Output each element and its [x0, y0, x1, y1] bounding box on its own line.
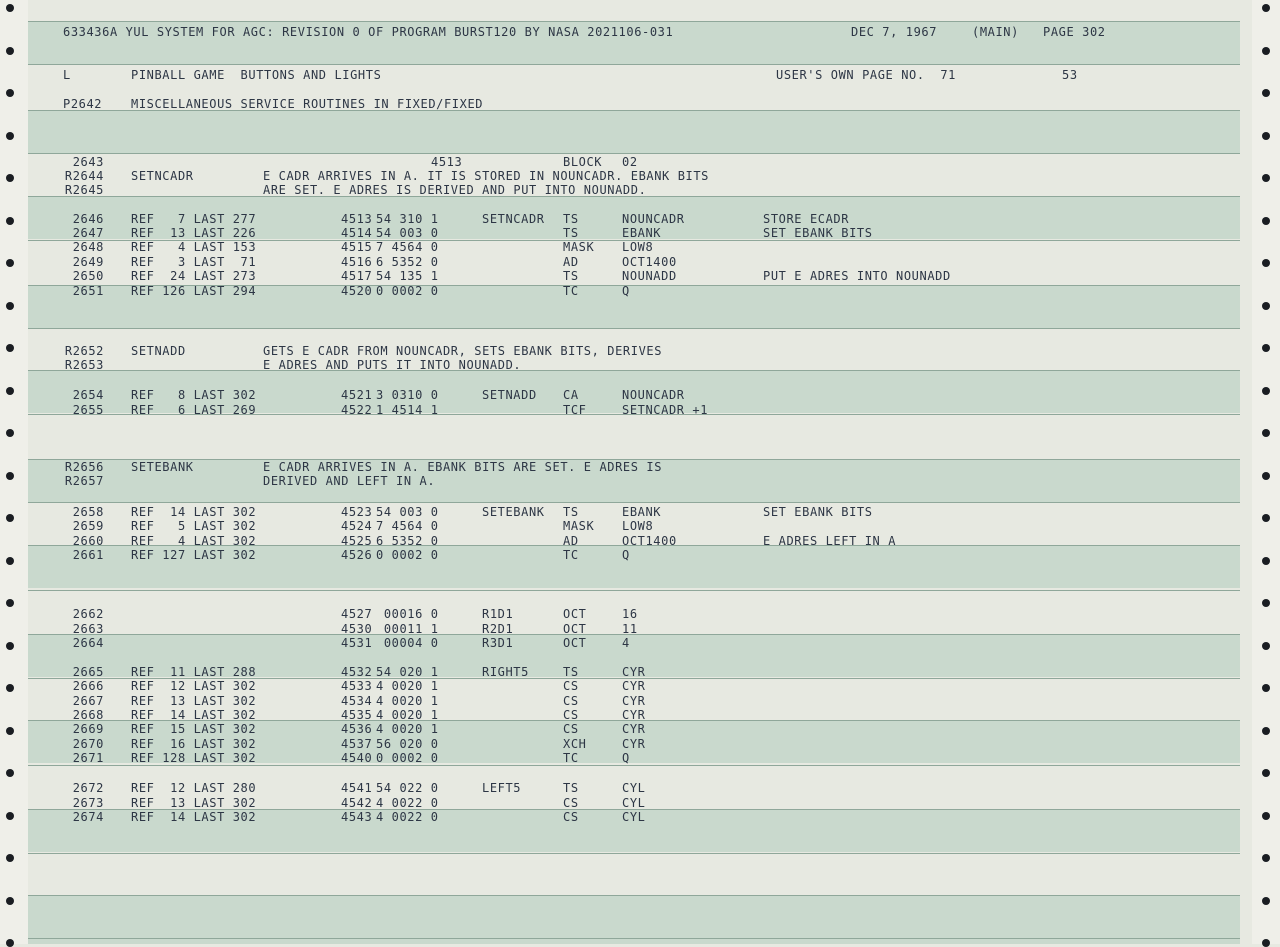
sprocket-hole — [6, 4, 14, 12]
listing-operand: LOW8 — [622, 519, 654, 533]
listing-op: TS — [563, 505, 579, 519]
greenbar-band — [28, 110, 1240, 153]
listing-addr: 4536 — [341, 722, 373, 736]
listing-label: SETNADD — [131, 344, 186, 358]
print-date: DEC 7, 1967 — [851, 25, 938, 39]
listing-ref: REF 8 LAST 302 — [131, 388, 257, 402]
sprocket-hole — [1262, 727, 1270, 735]
band-rule — [28, 370, 1240, 371]
sprocket-hole — [6, 897, 14, 905]
listing-comment: E ADRES LEFT IN A — [763, 534, 897, 548]
listing-n: 2669 — [72, 722, 104, 736]
listing-op: TS — [563, 226, 579, 240]
listing-comment: GETS E CADR FROM NOUNCADR, SETS EBANK BITS, DERIVES — [263, 344, 663, 358]
listing-op: CS — [563, 722, 579, 736]
listing-ref: REF 128 LAST 302 — [131, 751, 257, 765]
listing-word: 54 135 1 — [376, 269, 439, 283]
listing-operand: OCT1400 — [622, 534, 677, 548]
listing-title: PINBALL GAME BUTTONS AND LIGHTS — [131, 68, 382, 82]
listing-addr: 4527 — [341, 607, 373, 621]
listing-op: OCT — [563, 636, 587, 650]
listing-word: 0 0002 0 — [376, 548, 439, 562]
listing-n: 2643 — [72, 155, 104, 169]
listing-n: 2663 — [72, 622, 104, 636]
listing-ref: REF 12 LAST 280 — [131, 781, 257, 795]
listing-n: R2645 — [64, 183, 104, 197]
listing-operand: 16 — [622, 607, 638, 621]
listing-addr: 4520 — [341, 284, 373, 298]
listing-operand: CYL — [622, 796, 646, 810]
band-rule — [28, 328, 1240, 329]
listing-comment: E ADRES AND PUTS IT INTO NOUNADD. — [263, 358, 522, 372]
band-rule — [28, 895, 1240, 896]
listing-word: 7 4564 0 — [376, 519, 439, 533]
band-rule — [28, 938, 1240, 939]
listing-n: 2659 — [72, 519, 104, 533]
sprocket-hole — [6, 727, 14, 735]
listing-op: TCF — [563, 403, 587, 417]
listing-n: R2653 — [64, 358, 104, 372]
sprocket-hole — [6, 642, 14, 650]
listing-op: OCT — [563, 622, 587, 636]
listing-operand: 4 — [622, 636, 630, 650]
listing-n: 2667 — [72, 694, 104, 708]
listing-ref: REF 126 LAST 294 — [131, 284, 257, 298]
listing-op: AD — [563, 255, 579, 269]
listing-n: 2672 — [72, 781, 104, 795]
listing-word: 00016 0 — [376, 607, 439, 621]
listing-addr: 4525 — [341, 534, 373, 548]
listing-ref: REF 5 LAST 302 — [131, 519, 257, 533]
listing-op: CS — [563, 679, 579, 693]
sprocket-hole — [6, 514, 14, 522]
listing-addr: 4513 — [341, 212, 373, 226]
listing-operand: CYR — [622, 722, 646, 736]
sprocket-hole — [6, 684, 14, 692]
sprocket-hole — [1262, 217, 1270, 225]
listing-n: 2648 — [72, 240, 104, 254]
sprocket-hole — [1262, 472, 1270, 480]
sprocket-hole — [1262, 259, 1270, 267]
listing-operand: CYR — [622, 708, 646, 722]
listing-ref: REF 7 LAST 277 — [131, 212, 257, 226]
listing-word: 54 003 0 — [376, 505, 439, 519]
user-page: USER'S OWN PAGE NO. 71 — [776, 68, 956, 82]
listing-ref: REF 13 LAST 302 — [131, 694, 257, 708]
sprocket-hole — [6, 217, 14, 225]
listing-op: MASK — [563, 240, 595, 254]
listing-addr: 4541 — [341, 781, 373, 795]
listing-addr: 4542 — [341, 796, 373, 810]
listing-n: 2651 — [72, 284, 104, 298]
sprocket-hole — [6, 132, 14, 140]
listing-addr: 4521 — [341, 388, 373, 402]
listing-op: TC — [563, 284, 579, 298]
listing-addr: 4543 — [341, 810, 373, 824]
listing-comment: E CADR ARRIVES IN A. EBANK BITS ARE SET. E ADRES IS — [263, 460, 663, 474]
sprocket-hole — [6, 769, 14, 777]
sprocket-hole — [1262, 642, 1270, 650]
listing-n: 2666 — [72, 679, 104, 693]
listing-word: 4 0020 1 — [376, 722, 439, 736]
listing-addr: 4524 — [341, 519, 373, 533]
listing-comment: E CADR ARRIVES IN A. IT IS STORED IN NOUNCADR. EBANK BITS — [263, 169, 710, 183]
listing-operand: Q — [622, 284, 630, 298]
listing-op: TS — [563, 781, 579, 795]
listing-n: 2671 — [72, 751, 104, 765]
sprocket-hole — [6, 47, 14, 55]
listing-n: 2673 — [72, 796, 104, 810]
listing-operand: EBANK — [622, 505, 662, 519]
listing-label: SETEBANK — [131, 460, 194, 474]
listing-addr: 4526 — [341, 548, 373, 562]
listing-ref: REF 12 LAST 302 — [131, 679, 257, 693]
listing-n: 2670 — [72, 737, 104, 751]
section-line: P2642 — [63, 97, 103, 111]
listing-op: AD — [563, 534, 579, 548]
listing-addr: 4540 — [341, 751, 373, 765]
listing-label: R1D1 — [482, 607, 514, 621]
listing-word: 0 0002 0 — [376, 751, 439, 765]
listing-addr: 4522 — [341, 403, 373, 417]
listing-addr: 4530 — [341, 622, 373, 636]
listing-op: CS — [563, 796, 579, 810]
listing-n: 2655 — [72, 403, 104, 417]
listing-n: R2644 — [64, 169, 104, 183]
listing-label: RIGHT5 — [482, 665, 529, 679]
listing-op: MASK — [563, 519, 595, 533]
listing-comment: SET EBANK BITS — [763, 505, 873, 519]
listing-op: OCT — [563, 607, 587, 621]
listing-word: 54 003 0 — [376, 226, 439, 240]
listing-word: 6 5352 0 — [376, 255, 439, 269]
listing-ref: REF 14 LAST 302 — [131, 810, 257, 824]
listing-operand: SETNCADR +1 — [622, 403, 709, 417]
listing-operand: CYR — [622, 679, 646, 693]
sprocket-hole — [6, 259, 14, 267]
listing-n: 2665 — [72, 665, 104, 679]
listing-word: 4 0022 0 — [376, 796, 439, 810]
listing-operand: EBANK — [622, 226, 662, 240]
listing-addr: 4533 — [341, 679, 373, 693]
section-code: 53 — [1062, 68, 1078, 82]
band-rule — [28, 765, 1240, 766]
listing-word: 1 4514 1 — [376, 403, 439, 417]
listing-operand: LOW8 — [622, 240, 654, 254]
listing-operand: 02 — [622, 155, 638, 169]
sprocket-hole — [1262, 854, 1270, 862]
listing-word: 4 0022 0 — [376, 810, 439, 824]
listing-ref: REF 127 LAST 302 — [131, 548, 257, 562]
listing-word: 00004 0 — [376, 636, 439, 650]
listing-ref: REF 14 LAST 302 — [131, 505, 257, 519]
listing-word: 7 4564 0 — [376, 240, 439, 254]
sprocket-hole — [6, 812, 14, 820]
band-rule — [28, 64, 1240, 65]
sprocket-hole — [6, 344, 14, 352]
sprocket-hole — [1262, 429, 1270, 437]
listing-ref: REF 15 LAST 302 — [131, 722, 257, 736]
listing-addr: 4515 — [341, 240, 373, 254]
sprocket-hole — [6, 939, 14, 947]
listing-label: SETNCADR — [131, 169, 194, 183]
listing-label: SETNADD — [482, 388, 537, 402]
listing-comment: STORE ECADR — [763, 212, 850, 226]
listing-n: 2647 — [72, 226, 104, 240]
listing-label: SETEBANK — [482, 505, 545, 519]
listing-comment: SET EBANK BITS — [763, 226, 873, 240]
listing-addr: 4534 — [341, 694, 373, 708]
listing-operand: OCT1400 — [622, 255, 677, 269]
listing-op: CS — [563, 694, 579, 708]
listing-word: 56 020 0 — [376, 737, 439, 751]
sprocket-hole — [1262, 4, 1270, 12]
listing-label: SETNCADR — [482, 212, 545, 226]
listing-op: XCH — [563, 737, 587, 751]
listing-n: R2657 — [64, 474, 104, 488]
sprocket-hole — [1262, 939, 1270, 947]
listing-n: 2668 — [72, 708, 104, 722]
listing-op: CS — [563, 708, 579, 722]
listing-addr: 4532 — [341, 665, 373, 679]
sprocket-hole — [1262, 557, 1270, 565]
listing-operand: CYR — [622, 665, 646, 679]
tractor-feed-left — [0, 0, 28, 944]
sprocket-hole — [1262, 769, 1270, 777]
listing-operand: Q — [622, 548, 630, 562]
type-code: L — [63, 68, 71, 82]
sprocket-hole — [1262, 89, 1270, 97]
listing-word: 54 310 1 — [376, 212, 439, 226]
listing-op: TC — [563, 751, 579, 765]
listing-addr: 4517 — [341, 269, 373, 283]
section-title: MISCELLANEOUS SERVICE ROUTINES IN FIXED/FIXED — [131, 97, 484, 111]
listing-word: 0 0002 0 — [376, 284, 439, 298]
sprocket-hole — [6, 429, 14, 437]
sprocket-hole — [1262, 344, 1270, 352]
listing-n: 2650 — [72, 269, 104, 283]
listing-label: R3D1 — [482, 636, 514, 650]
sprocket-hole — [1262, 387, 1270, 395]
listing-word: 3 0310 0 — [376, 388, 439, 402]
greenbar-band — [28, 895, 1240, 944]
listing-comment: DERIVED AND LEFT IN A. — [263, 474, 436, 488]
listing-n: 2646 — [72, 212, 104, 226]
listing-ref: REF 16 LAST 302 — [131, 737, 257, 751]
listing-operand: 11 — [622, 622, 638, 636]
listing-op: CA — [563, 388, 579, 402]
listing-op: TC — [563, 548, 579, 562]
listing-n: R2652 — [64, 344, 104, 358]
listing-addr: 4513 — [431, 155, 463, 169]
listing-operand: CYR — [622, 737, 646, 751]
sprocket-hole — [6, 302, 14, 310]
listing-label: R2D1 — [482, 622, 514, 636]
listing-operand: CYL — [622, 781, 646, 795]
listing-label: LEFT5 — [482, 781, 522, 795]
listing-comment: PUT E ADRES INTO NOUNADD — [763, 269, 951, 283]
main-marker: (MAIN) — [972, 25, 1019, 39]
listing-ref: REF 6 LAST 269 — [131, 403, 257, 417]
sprocket-hole — [1262, 599, 1270, 607]
sprocket-hole — [1262, 174, 1270, 182]
listing-addr: 4537 — [341, 737, 373, 751]
listing-n: 2660 — [72, 534, 104, 548]
sprocket-hole — [6, 599, 14, 607]
sprocket-hole — [1262, 897, 1270, 905]
sprocket-hole — [1262, 47, 1270, 55]
listing-n: 2674 — [72, 810, 104, 824]
listing-addr: 4523 — [341, 505, 373, 519]
listing-ref: REF 4 LAST 302 — [131, 534, 257, 548]
listing-comment: ARE SET. E ADRES IS DERIVED AND PUT INTO NOUNADD. — [263, 183, 647, 197]
sprocket-hole — [6, 387, 14, 395]
sprocket-hole — [1262, 302, 1270, 310]
sprocket-hole — [1262, 132, 1270, 140]
listing-operand: CYL — [622, 810, 646, 824]
listing-ref: REF 3 LAST 71 — [131, 255, 257, 269]
listing-operand: NOUNADD — [622, 269, 677, 283]
listing-addr: 4514 — [341, 226, 373, 240]
listing-operand: NOUNCADR — [622, 388, 685, 402]
listing-n: 2664 — [72, 636, 104, 650]
sprocket-hole — [6, 472, 14, 480]
band-rule — [28, 502, 1240, 503]
listing-word: 4 0020 1 — [376, 708, 439, 722]
listing-word: 54 020 1 — [376, 665, 439, 679]
listing-ref: REF 24 LAST 273 — [131, 269, 257, 283]
sprocket-hole — [6, 557, 14, 565]
listing-n: 2649 — [72, 255, 104, 269]
sprocket-hole — [6, 174, 14, 182]
listing-addr: 4531 — [341, 636, 373, 650]
sprocket-hole — [1262, 684, 1270, 692]
listing-word: 4 0020 1 — [376, 679, 439, 693]
listing-word: 00011 1 — [376, 622, 439, 636]
listing-addr: 4516 — [341, 255, 373, 269]
listing-op: TS — [563, 212, 579, 226]
listing-word: 4 0020 1 — [376, 694, 439, 708]
listing-n: 2654 — [72, 388, 104, 402]
sprocket-hole — [1262, 514, 1270, 522]
band-rule — [28, 853, 1240, 854]
listing-word: 6 5352 0 — [376, 534, 439, 548]
listing-op: TS — [563, 269, 579, 283]
listing-operand: Q — [622, 751, 630, 765]
listing-op: BLOCK — [563, 155, 603, 169]
system-header: 633436A YUL SYSTEM FOR AGC: REVISION 0 OF PROGRAM BURST120 BY NASA 2021106-031 — [63, 25, 674, 39]
listing-op: TS — [563, 665, 579, 679]
band-rule — [28, 21, 1240, 22]
listing-addr: 4535 — [341, 708, 373, 722]
listing-n: R2656 — [64, 460, 104, 474]
sprocket-hole — [6, 89, 14, 97]
listing-ref: REF 14 LAST 302 — [131, 708, 257, 722]
band-rule — [28, 153, 1240, 154]
listing-n: 2658 — [72, 505, 104, 519]
listing-ref: REF 13 LAST 226 — [131, 226, 257, 240]
listing-ref: REF 13 LAST 302 — [131, 796, 257, 810]
page-number: PAGE 302 — [1043, 25, 1106, 39]
listing-ref: REF 11 LAST 288 — [131, 665, 257, 679]
sprocket-hole — [1262, 812, 1270, 820]
band-rule — [28, 590, 1240, 591]
listing-n: 2661 — [72, 548, 104, 562]
sprocket-hole — [6, 854, 14, 862]
listing-ref: REF 4 LAST 153 — [131, 240, 257, 254]
listing-operand: CYR — [622, 694, 646, 708]
listing-op: CS — [563, 810, 579, 824]
listing-word: 54 022 0 — [376, 781, 439, 795]
listing-operand: NOUNCADR — [622, 212, 685, 226]
listing-n: 2662 — [72, 607, 104, 621]
